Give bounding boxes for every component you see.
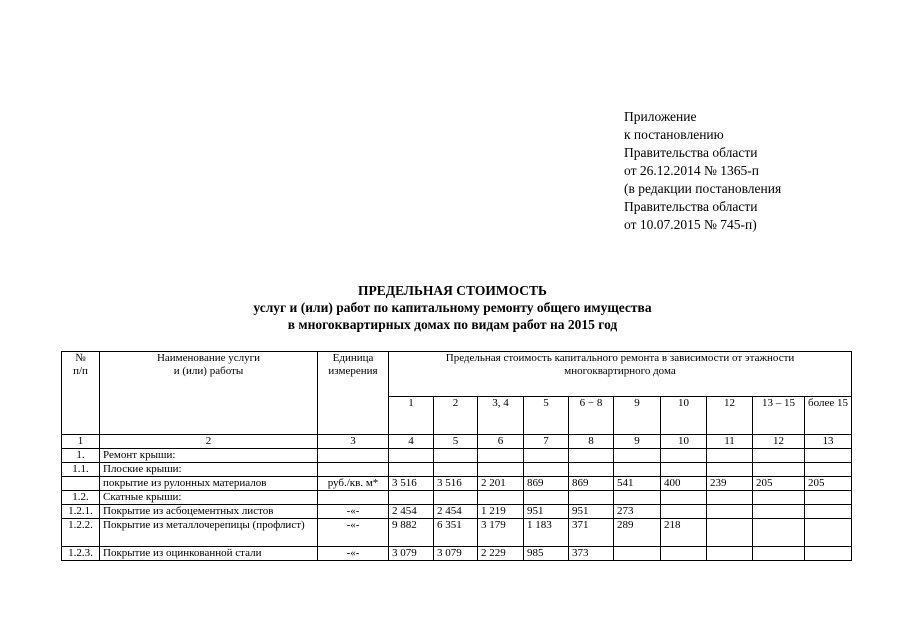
row-value [434,449,478,463]
header-floor: 6 − 8 [569,397,614,435]
row-number: 1.2.3. [62,547,100,561]
row-value: 541 [614,477,661,491]
row-value: 205 [805,477,852,491]
appendix-line: Правительства области [624,145,758,160]
header-floor: 2 [434,397,478,435]
appendix-block [624,108,781,234]
row-value [661,491,707,505]
row-value [524,449,569,463]
row-value: 869 [524,477,569,491]
column-number: 2 [100,435,318,449]
row-value: 869 [569,477,614,491]
row-value [707,547,753,561]
row-number: 1.2. [62,491,100,505]
header-num: № п/п [62,352,100,435]
row-value [478,449,524,463]
row-name: Покрытие из оцинкованной стали [100,547,318,561]
column-number: 13 [805,435,852,449]
row-value: 951 [524,505,569,519]
row-value [569,463,614,477]
appendix-line: (в редакции постановления [624,181,782,196]
row-name: Скатные крыши: [100,491,318,505]
column-number: 11 [707,435,753,449]
header-floor: 12 [707,397,753,435]
row-value [389,491,434,505]
row-number: 1.2.1. [62,505,100,519]
table-row [62,547,852,561]
column-number: 6 [478,435,524,449]
appendix-line: от 10.07.2015 № 745-п) [624,217,757,232]
row-value [753,449,805,463]
row-value: 3 516 [389,477,434,491]
row-value: 3 516 [434,477,478,491]
row-value: 2 454 [389,505,434,519]
column-number: 8 [569,435,614,449]
row-value [661,547,707,561]
row-unit: -«- [318,547,389,561]
row-value: 218 [661,519,707,547]
row-value: 400 [661,477,707,491]
row-value [805,449,852,463]
appendix-line: к постановлению [624,127,724,142]
title-line-3: в многоквартирных домах по видам работ на 2015 год [287,317,618,332]
row-value [389,463,434,477]
row-value: 2 229 [478,547,524,561]
column-number: 1 [62,435,100,449]
row-number: 1. [62,449,100,463]
row-value [707,519,753,547]
header-floor: 1 [389,397,434,435]
row-value [805,519,852,547]
row-value [661,505,707,519]
title-line-1: ПРЕДЕЛЬНАЯ СТОИМОСТЬ [358,283,547,298]
row-value [805,463,852,477]
row-value [569,491,614,505]
document-title [0,282,905,333]
row-value [661,449,707,463]
row-value [753,547,805,561]
row-value: 2 454 [434,505,478,519]
row-value [614,449,661,463]
row-name: Плоские крыши: [100,463,318,477]
row-value [434,491,478,505]
row-name: Покрытие из металлочерепицы (профлист) [100,519,318,547]
row-value [753,519,805,547]
column-number: 9 [614,435,661,449]
row-number: 1.1. [62,463,100,477]
row-name: Ремонт крыши: [100,449,318,463]
header-floor: 5 [524,397,569,435]
row-value [478,491,524,505]
row-value [478,463,524,477]
price-table [61,351,852,561]
row-value: 205 [753,477,805,491]
row-value [524,463,569,477]
column-number: 4 [389,435,434,449]
row-name: Покрытие из асбоцементных листов [100,505,318,519]
row-value: 1 183 [524,519,569,547]
row-unit [318,491,389,505]
table-row [62,449,852,463]
appendix-line: от 26.12.2014 № 1365-п [624,163,759,178]
header-floor: 9 [614,397,661,435]
row-value [805,547,852,561]
row-value [524,491,569,505]
column-number: 3 [318,435,389,449]
title-line-2: услуг и (или) работ по капитальному ремонту общего имущества [253,300,652,315]
row-value [753,491,805,505]
table-row [62,491,852,505]
row-value [614,491,661,505]
row-value: 373 [569,547,614,561]
row-number: 1.2.2. [62,519,100,547]
row-value: 239 [707,477,753,491]
row-unit: -«- [318,519,389,547]
row-value [569,449,614,463]
table-row [62,477,852,491]
table-row [62,505,852,519]
row-value: 3 079 [389,547,434,561]
header-unit: Единица измерения [318,352,389,435]
row-unit: руб./кв. м* [318,477,389,491]
row-value: 9 882 [389,519,434,547]
row-unit [318,449,389,463]
column-number: 5 [434,435,478,449]
row-value: 289 [614,519,661,547]
row-value: 3 179 [478,519,524,547]
header-cost: Предельная стоимость капитального ремонта в зависимости от этажности многоквартирного дома [389,352,852,397]
row-value: 371 [569,519,614,547]
column-number: 12 [753,435,805,449]
table-row [62,463,852,477]
header-floor: 3, 4 [478,397,524,435]
row-number [62,477,100,491]
row-value [614,547,661,561]
column-number: 10 [661,435,707,449]
row-value [661,463,707,477]
header-floor: 10 [661,397,707,435]
row-value: 273 [614,505,661,519]
row-value [614,463,661,477]
row-value [707,449,753,463]
header-floor: 13 – 15 [753,397,805,435]
row-value [707,505,753,519]
row-value [753,505,805,519]
row-unit [318,463,389,477]
header-name: Наименование услуги и (или) работы [100,352,318,435]
row-value [805,491,852,505]
row-value [707,491,753,505]
row-value [805,505,852,519]
row-value: 951 [569,505,614,519]
row-value: 985 [524,547,569,561]
row-value [389,449,434,463]
row-name: покрытие из рулонных материалов [100,477,318,491]
appendix-line: Приложение [624,109,697,124]
row-value [707,463,753,477]
row-value: 1 219 [478,505,524,519]
column-number: 7 [524,435,569,449]
row-value [753,463,805,477]
appendix-line: Правительства области [624,199,758,214]
row-value: 6 351 [434,519,478,547]
row-unit: -«- [318,505,389,519]
row-value: 2 201 [478,477,524,491]
table-row [62,519,852,547]
row-value: 3 079 [434,547,478,561]
row-value [434,463,478,477]
header-floor: более 15 [805,397,852,435]
